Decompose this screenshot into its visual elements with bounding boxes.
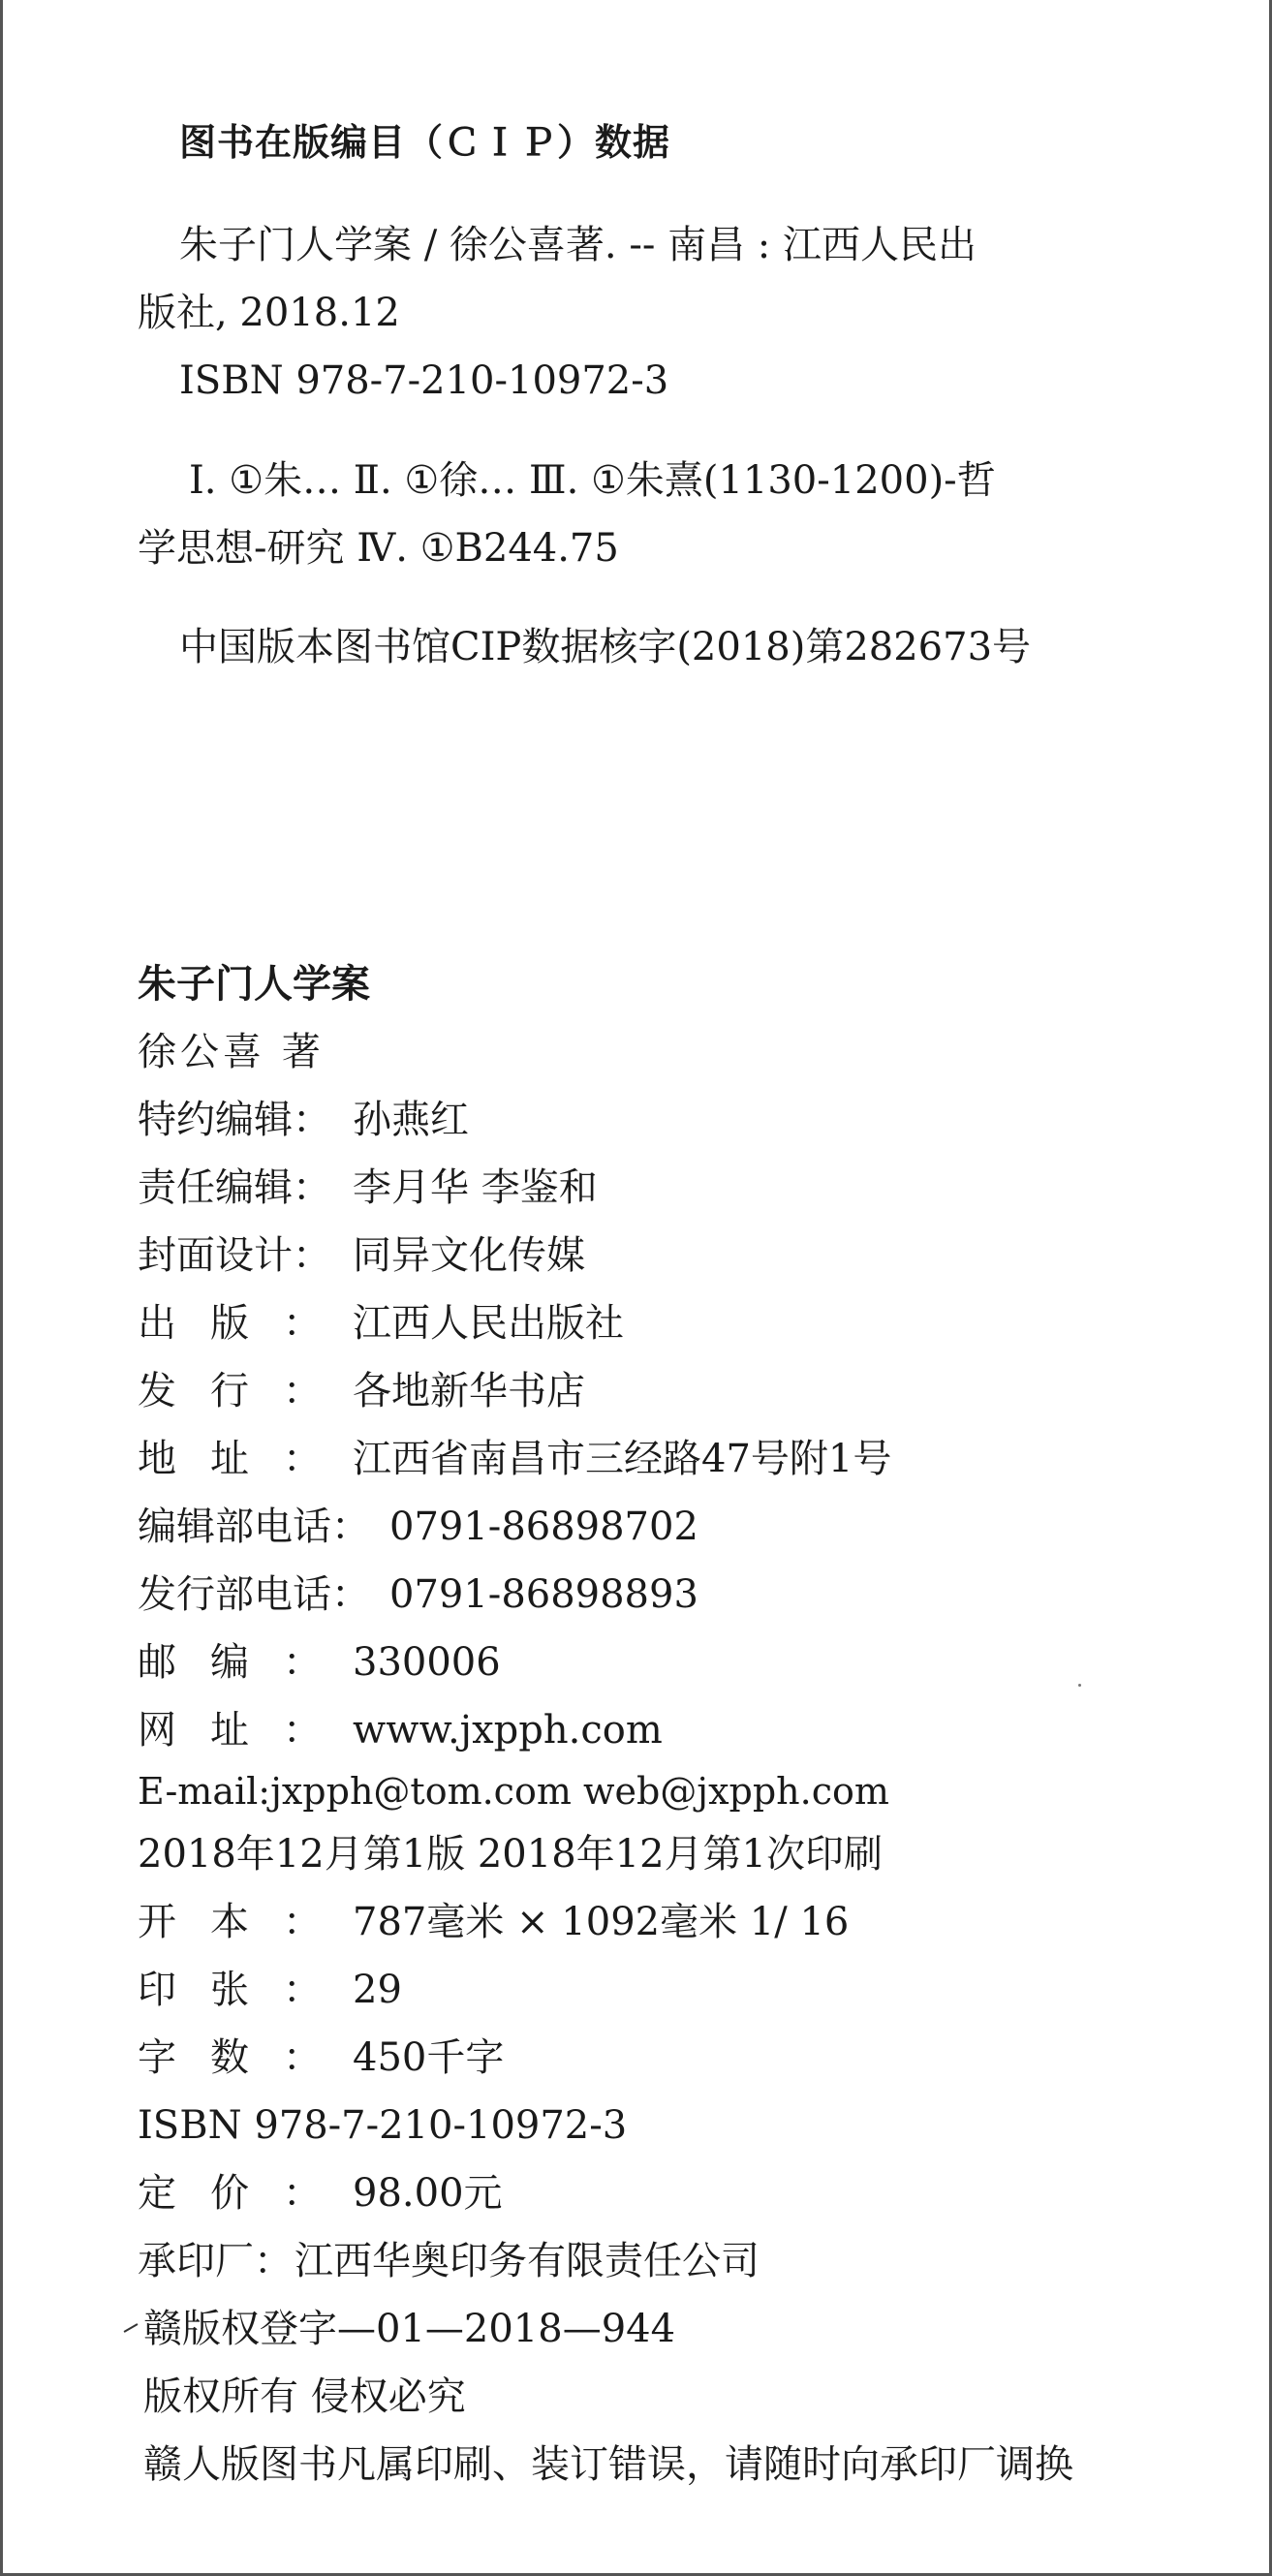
- printer-label: 承印厂：: [138, 2239, 293, 2283]
- cip-classification-line2: 学思想-研究 Ⅳ. ①B244.75: [138, 526, 619, 571]
- row-label: 网址：: [138, 1708, 322, 1753]
- row-value: 江西省南昌市三经路47号附1号: [353, 1437, 892, 1481]
- row-label: 封面设计：: [138, 1233, 331, 1278]
- spec-label: 印张：: [138, 1968, 322, 2012]
- row-label: 出版：: [138, 1301, 322, 1346]
- spec-label: 字数：: [138, 2035, 322, 2080]
- price-label: 定价：: [138, 2171, 322, 2216]
- colophon-row: [138, 1233, 585, 1278]
- rights-statement: 版权所有 侵权必究: [143, 2374, 466, 2419]
- row-value: 同异文化传媒: [353, 1233, 585, 1278]
- cip-entry-line2: 版社, 2018.12: [138, 291, 400, 335]
- replacement-notice: 赣人版图书凡属印刷、装订错误，请随时向承印厂调换: [143, 2442, 1073, 2487]
- colophon-row: [138, 1301, 624, 1346]
- colophon-isbn: ISBN 978-7-210-10972-3: [138, 2103, 628, 2148]
- edition-line: 2018年12月第1版 2018年12月第1次印刷: [138, 1832, 884, 1877]
- spec-row: [138, 1968, 402, 2012]
- colophon-row: [138, 1165, 598, 1210]
- author-line: 徐公喜 著: [138, 1030, 325, 1074]
- spec-value: 450千字: [353, 2035, 505, 2080]
- row-label: 编辑部电话：: [138, 1505, 370, 1549]
- spec-row: [138, 2035, 505, 2080]
- cip-classification-line1: Ⅰ. ①朱… Ⅱ. ①徐… Ⅲ. ①朱熹(1130-1200)-哲: [189, 458, 996, 503]
- row-label: 邮编：: [138, 1640, 322, 1685]
- colophon-row: [138, 1098, 469, 1142]
- book-title: 朱子门人学案: [138, 962, 370, 1007]
- row-value: 330006: [353, 1640, 501, 1685]
- row-label: 特约编辑：: [138, 1098, 331, 1142]
- printer-value: 江西华奥印务有限责任公司: [295, 2239, 760, 2283]
- cip-entry-line1: 朱子门人学案 / 徐公喜著. -- 南昌 : 江西人民出: [179, 223, 977, 267]
- colophon-row: [138, 1437, 892, 1481]
- speck: [1078, 1684, 1081, 1687]
- price-row: [138, 2171, 503, 2216]
- row-value: 0791-86898893: [389, 1572, 698, 1617]
- spec-row: [138, 1900, 850, 1944]
- row-value: 江西人民出版社: [353, 1301, 624, 1346]
- cip-isbn: ISBN 978-7-210-10972-3: [179, 358, 669, 403]
- row-value: 李月华 李鉴和: [353, 1165, 598, 1210]
- cip-title: 图书在版编目（ＣＩＰ）数据: [179, 121, 671, 164]
- row-value: 孙燕红: [353, 1098, 469, 1142]
- email-line: E-mail:jxpph@tom.com web@jxpph.com: [138, 1770, 889, 1813]
- row-label: 发行：: [138, 1369, 322, 1413]
- spec-value: 29: [353, 1968, 402, 2012]
- colophon-row: [138, 1708, 663, 1753]
- cip-number: 中国版本图书馆CIP数据核字(2018)第282673号: [179, 625, 1032, 669]
- row-value: 0791-86898702: [389, 1505, 698, 1549]
- copyright-registration: 赣版权登字—01—2018—944: [143, 2307, 676, 2351]
- colophon-row: [138, 1505, 698, 1549]
- row-value: 各地新华书店: [353, 1369, 585, 1413]
- row-label: 地址：: [138, 1437, 322, 1481]
- colophon-row: [138, 1572, 698, 1617]
- spec-label: 开本：: [138, 1900, 322, 1944]
- printer-row: [138, 2239, 760, 2283]
- colophon-row: [138, 1369, 585, 1413]
- spec-value: 787毫米 × 1092毫米 1/ 16: [353, 1900, 850, 1944]
- price-value: 98.00元: [353, 2171, 503, 2216]
- colophon-row: [138, 1640, 501, 1685]
- row-value: www.jxpph.com: [353, 1708, 663, 1753]
- row-label: 发行部电话：: [138, 1572, 370, 1617]
- row-label: 责任编辑：: [138, 1165, 331, 1210]
